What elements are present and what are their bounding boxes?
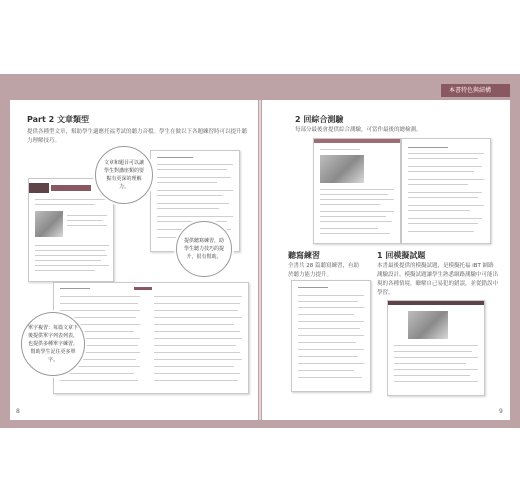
sample-page-dictation xyxy=(291,280,371,392)
mock-test-body: 每部分最後會提供綜合測驗，可當作最後的總檢測。 xyxy=(295,127,422,133)
dictation-title: 聽寫練習 xyxy=(288,251,320,260)
part2-body: 提供各種型文章，幫助學生適應托福考試的聽力音檔。學生在做以下各題練習時可以提升聽力理解技巧。 xyxy=(27,129,248,144)
callout-passage-text: 文章和題目可以讓學生對講座類的要點有更深的理解力。 xyxy=(103,160,144,190)
sample-page-practice-test xyxy=(387,300,485,396)
practice-test-body: 本書最後提供的模擬試題，是模擬托福 iBT 網路測驗設計。模擬試題讓學生熟悉網路測驗中可能出現的各種情境，瞭解自己易犯的錯誤，並從錯誤中學習。 xyxy=(377,263,499,296)
part2-title: Part 2 文章類型 xyxy=(27,115,89,124)
mock-test-title: 2 回綜合測驗 xyxy=(295,115,344,124)
callout-vocabulary-text: 單字複習：每篇文章下後提供單字列表列表，也提供多種單字練習，幫助學生記住更多單字。 xyxy=(28,325,79,363)
callout-vocabulary xyxy=(21,312,85,376)
dictation-body: 全書共 28 篇聽寫練習，有助於聽力能力提升。 xyxy=(288,263,359,278)
callout-dictation-text: 提供聽寫練習，助學生聽力技巧的提升，很有幫助。 xyxy=(183,238,224,260)
section-header-tab: 本書特色與結構 xyxy=(441,84,510,97)
callout-passage xyxy=(95,146,153,204)
page-gutter xyxy=(259,100,261,420)
left-page-number: 8 xyxy=(16,408,20,415)
sample-page-review-left xyxy=(313,138,401,244)
right-page-number: 9 xyxy=(499,408,503,415)
callout-dictation xyxy=(176,221,232,277)
practice-test-title: 1 回模擬試題 xyxy=(377,251,426,260)
sample-page-review-right xyxy=(401,138,491,244)
